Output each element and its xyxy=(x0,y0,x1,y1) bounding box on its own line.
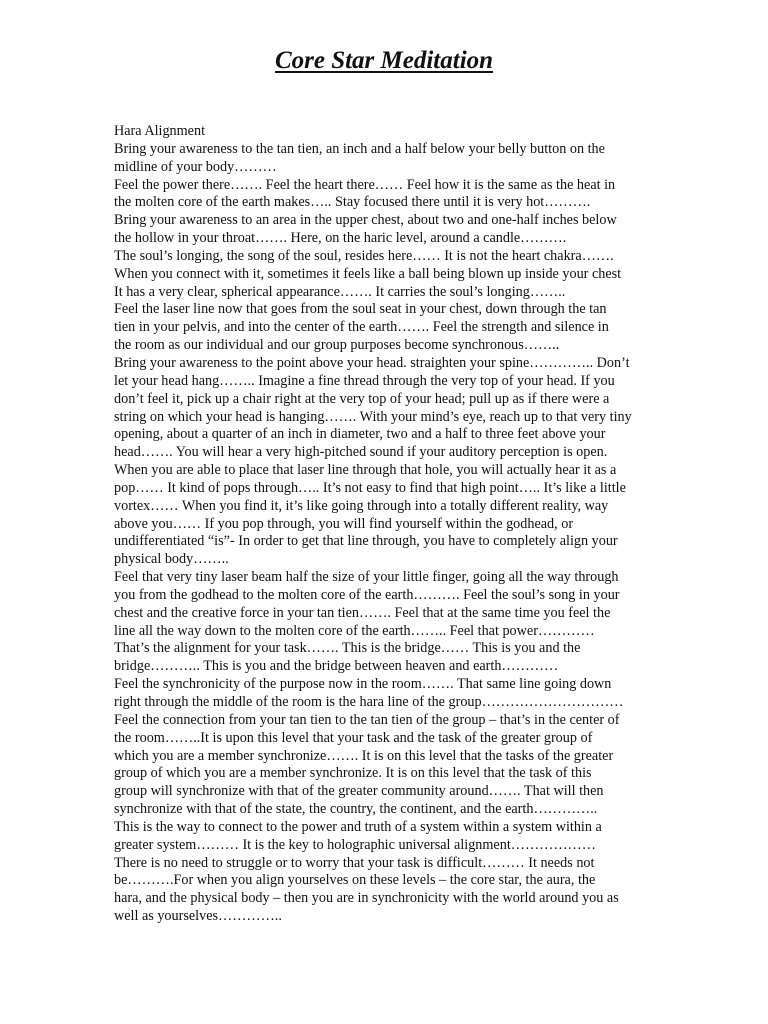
body-line: Feel the connection from your tan tien to the tan tien of the group – that’s in the center of xyxy=(114,711,620,728)
body-line: Bring your awareness to the tan tien, an inch and a half below your belly button on the xyxy=(114,140,605,157)
body-line: string on which your head is hanging……. With your mind’s eye, reach up to that very tiny xyxy=(114,408,632,425)
body-line: Bring your awareness to the point above your head. straighten your spine………….. Don’t xyxy=(114,354,630,371)
body-line: It has a very clear, spherical appearance……. It carries the soul’s longing…….. xyxy=(114,283,566,300)
body-line: you from the godhead to the molten core of the earth………. Feel the soul’s song in your xyxy=(114,586,620,603)
body-line: Bring your awareness to an area in the upper chest, about two and one-half inches below xyxy=(114,212,617,229)
body-line: undifferentiated “is”- In order to get that line through, you have to completely align your xyxy=(114,533,618,550)
body-line: When you connect with it, sometimes it feels like a ball being blown up inside your chest xyxy=(114,265,622,282)
body-line: chest and the creative force in your tan tien……. Feel that at the same time you feel the xyxy=(114,604,611,621)
body-line: bridge……….. This is you and the bridge between heaven and earth………… xyxy=(114,658,559,675)
body-line: well as yourselves………….. xyxy=(114,908,282,925)
body-line: group will synchronize with that of the greater community around……. That will then xyxy=(114,783,604,800)
body-line: Feel the power there……. Feel the heart there…… Feel how it is the same as the heat in xyxy=(114,176,616,193)
body-line: The soul’s longing, the song of the soul, resides here…… It is not the heart chakra……. xyxy=(114,247,614,264)
body-line: which you are a member synchronize……. It is on this level that the tasks of the greater xyxy=(114,747,614,764)
body-line: group of which you are a member synchronize. It is on this level that the task of this xyxy=(114,765,592,782)
body-line: the molten core of the earth makes….. Stay focused there until it is very hot………. xyxy=(114,194,591,211)
body-line: the room as our individual and our group purposes become synchronous…….. xyxy=(114,337,560,354)
section-heading: Hara Alignment xyxy=(114,123,206,139)
body-line: That’s the alignment for your task……. This is the bridge…… This is you and the xyxy=(114,640,581,657)
body-line: vortex…… When you find it, it’s like going through into a totally different reality, way xyxy=(114,497,609,514)
body-line: This is the way to connect to the power and truth of a system within a system within a xyxy=(114,818,602,835)
body-line: Feel the synchronicity of the purpose now in the room……. That same line going down xyxy=(114,676,612,693)
body-line: hara, and the physical body – then you are in synchronicity with the world around you as xyxy=(114,890,619,907)
body-line: the hollow in your throat……. Here, on the haric level, around a candle………. xyxy=(114,230,567,247)
body-line: right through the middle of the room is the hara line of the group………………………… xyxy=(114,694,624,710)
body-line: Feel the laser line now that goes from the soul seat in your chest, down through the tan xyxy=(114,301,607,318)
body-line: be……….For when you align yourselves on these levels – the core star, the aura, the xyxy=(114,872,596,889)
body-line: head……. You will hear a very high-pitched sound if your auditory perception is open. xyxy=(114,444,608,461)
body-line: the room……..It is upon this level that your task and the task of the greater group of xyxy=(114,729,593,746)
body-line: There is no need to struggle or to worry that your task is difficult……… It needs not xyxy=(114,854,595,871)
document-body xyxy=(114,123,674,926)
body-line: When you are able to place that laser line through that hole, you will actually hear it as a xyxy=(114,462,617,479)
body-line: physical body…….. xyxy=(114,551,229,568)
body-line: pop…… It kind of pops through….. It’s not easy to find that high point….. It’s like a little xyxy=(114,479,626,496)
body-line: above you…… If you pop through, you will find yourself within the godhead, or xyxy=(114,515,574,532)
body-line: Feel that very tiny laser beam half the size of your little finger, going all the way through xyxy=(114,569,619,586)
body-line: synchronize with that of the state, the country, the continent, and the earth………….. xyxy=(114,801,598,818)
body-line: midline of your body……… xyxy=(114,158,277,175)
body-line: greater system……… It is the key to holographic universal alignment……………… xyxy=(114,836,596,853)
body-line: don’t feel it, pick up a chair right at the very top of your head; pull up as if there were a xyxy=(114,390,610,407)
body-line: opening, about a quarter of an inch in diameter, two and a half to three feet above your xyxy=(114,426,606,443)
body-line: let your head hang…….. Imagine a fine thread through the very top of your head. If you xyxy=(114,372,615,389)
body-line: line all the way down to the molten core of the earth…….. Feel that power………… xyxy=(114,622,595,639)
body-line: tien in your pelvis, and into the center of the earth……. Feel the strength and silence in xyxy=(114,319,609,336)
document-title: Core Star Meditation xyxy=(274,47,494,74)
